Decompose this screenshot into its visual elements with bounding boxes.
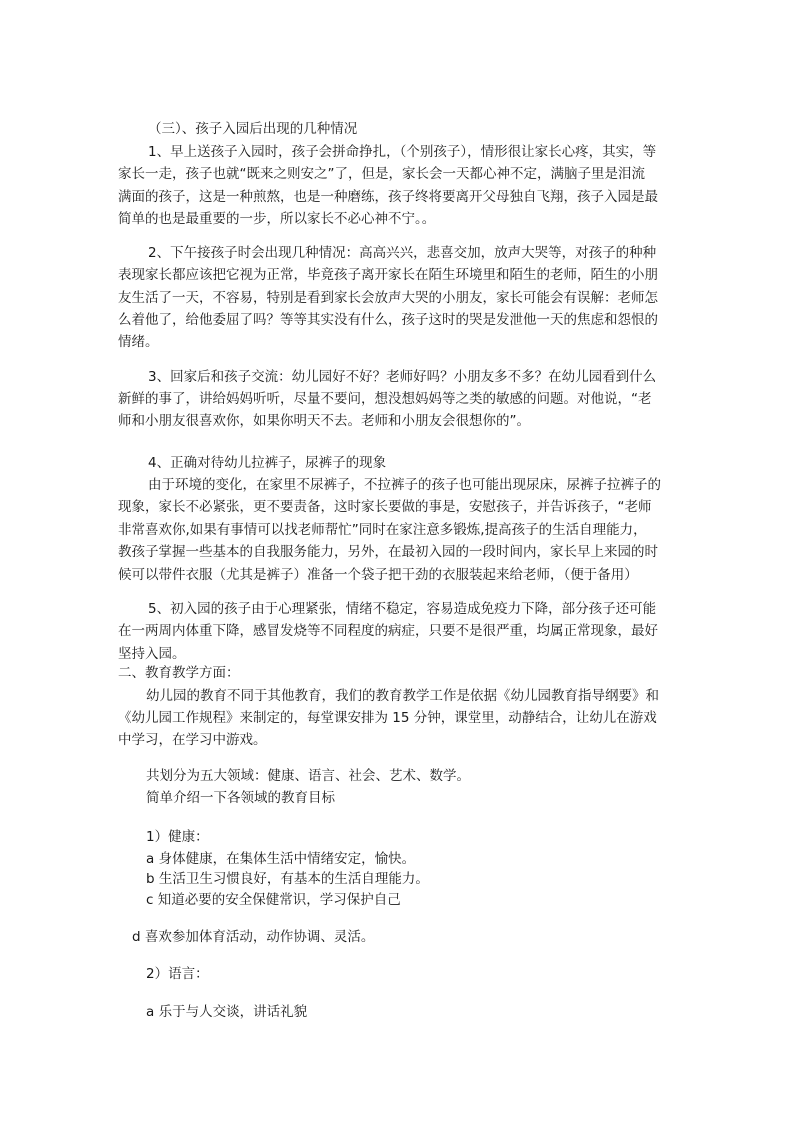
section-heading: （三）、孩子入园后出现的几种情况: [148, 121, 358, 137]
list-item: a 身体健康，在集体生活中情绪安定，愉快。: [146, 851, 416, 867]
paragraph-line: 由于环境的变化，在家里不尿裤子，不拉裤子的孩子也可能出现尿床，尿裤子拉裤子的: [148, 477, 661, 493]
paragraph-line: 友生活了一天，不容易，特别是看到家长会放声大哭的小朋友，家长可能会有误解：老师怎: [118, 290, 658, 306]
paragraph-line: 《幼儿园工作规程》来制定的，每堂课安排为 15 分钟，课堂里，动静结合，让幼儿在游戏: [118, 710, 657, 726]
paragraph-line: 情绪。: [118, 334, 159, 350]
paragraph-line: 共划分为五大领域：健康、语言、社会、艺术、数学。: [146, 768, 470, 784]
paragraph-line: 非常喜欢你,如果有事情可以找老师帮忙”同时在家注意多锻炼,提高孩子的生活自理能力，: [118, 522, 647, 538]
paragraph-line: 在一两周内体重下降，感冒发烧等不同程度的病症，只要不是很严重，均属正常现象，最好: [118, 623, 658, 639]
subsection-heading: 4、正确对待幼儿拉裤子，尿裤子的现象: [148, 455, 387, 471]
paragraph-line: 新鲜的事了，讲给妈妈听听，尽量不要问，想没想妈妈等之类的敏感的问题。对他说，“老: [118, 391, 652, 407]
paragraph-line: 家长一走，孩子也就“既来之则安之”了，但是，家长会一天都心神不定，满脑子里是泪流: [118, 166, 645, 182]
paragraph-line: 简单的也是最重要的一步，所以家长不必心神不宁。。: [118, 211, 436, 227]
paragraph-line: 幼儿园的教育不同于其他教育，我们的教育教学工作是依据《幼儿园教育指导纲要》和: [146, 688, 659, 704]
paragraph-line: 候可以带件衣服（尤其是裤子）准备一个袋子把干劲的衣服装起来给老师，（便于备用）: [118, 567, 638, 583]
paragraph-line: 满面的孩子，这是一种煎熬，也是一种磨练，孩子终将要离开父母独自飞翔，孩子入园是最: [118, 189, 658, 205]
paragraph-line: 坚持入园。: [118, 646, 186, 662]
list-heading: 1）健康：: [146, 829, 209, 845]
section-heading: 二、教育教学方面：: [118, 665, 240, 681]
paragraph-line: 教孩子掌握一些基本的自我服务能力，另外，在最初入园的一段时间内，家长早上来园的时: [118, 544, 658, 560]
paragraph-line: 么着他了，给他委屈了吗？等等其实没有什么，孩子这时的哭是发泄他一天的焦虑和怨恨的: [118, 312, 658, 328]
paragraph-line: 5、初入园的孩子由于心理紧张，情绪不稳定，容易造成免疫力下降，部分孩子还可能: [148, 601, 657, 617]
list-heading: 2）语言：: [146, 966, 209, 982]
paragraph-line: 2、下午接孩子时会出现几种情况：高高兴兴，悲喜交加，放声大哭等，对孩子的种种: [148, 245, 657, 261]
paragraph-line: 1、早上送孩子入园时，孩子会拼命挣扎，（个别孩子），情形很让家长心疼，其实，等: [148, 144, 657, 160]
paragraph-line: 现象，家长不必紧张，更不要责备，这时家长要做的事是，安慰孩子，并告诉孩子，“老师: [118, 499, 652, 515]
paragraph-line: 简单介绍一下各领域的教育目标: [146, 790, 335, 806]
paragraph-line: 表现家长都应该把它视为正常，毕竟孩子离开家长在陌生环境里和陌生的老师，陌生的小朋: [118, 267, 658, 283]
list-item: a 乐于与人交谈，讲话礼貌: [146, 1004, 308, 1020]
paragraph-line: 师和小朋友很喜欢你，如果你明天不去。老师和小朋友会很想你的”。: [118, 413, 530, 429]
paragraph-line: 中学习，在学习中游戏。: [118, 732, 267, 748]
list-item: d 喜欢参加体育活动，动作协调、灵活。: [132, 929, 375, 945]
paragraph-line: 3、回家后和孩子交流：幼儿园好不好？老师好吗？小朋友多不多？在幼儿园看到什么: [148, 369, 657, 385]
list-item: c 知道必要的安全保健常识，学习保护自己: [146, 892, 401, 908]
list-item: b 生活卫生习惯良好，有基本的生活自理能力。: [146, 871, 429, 887]
